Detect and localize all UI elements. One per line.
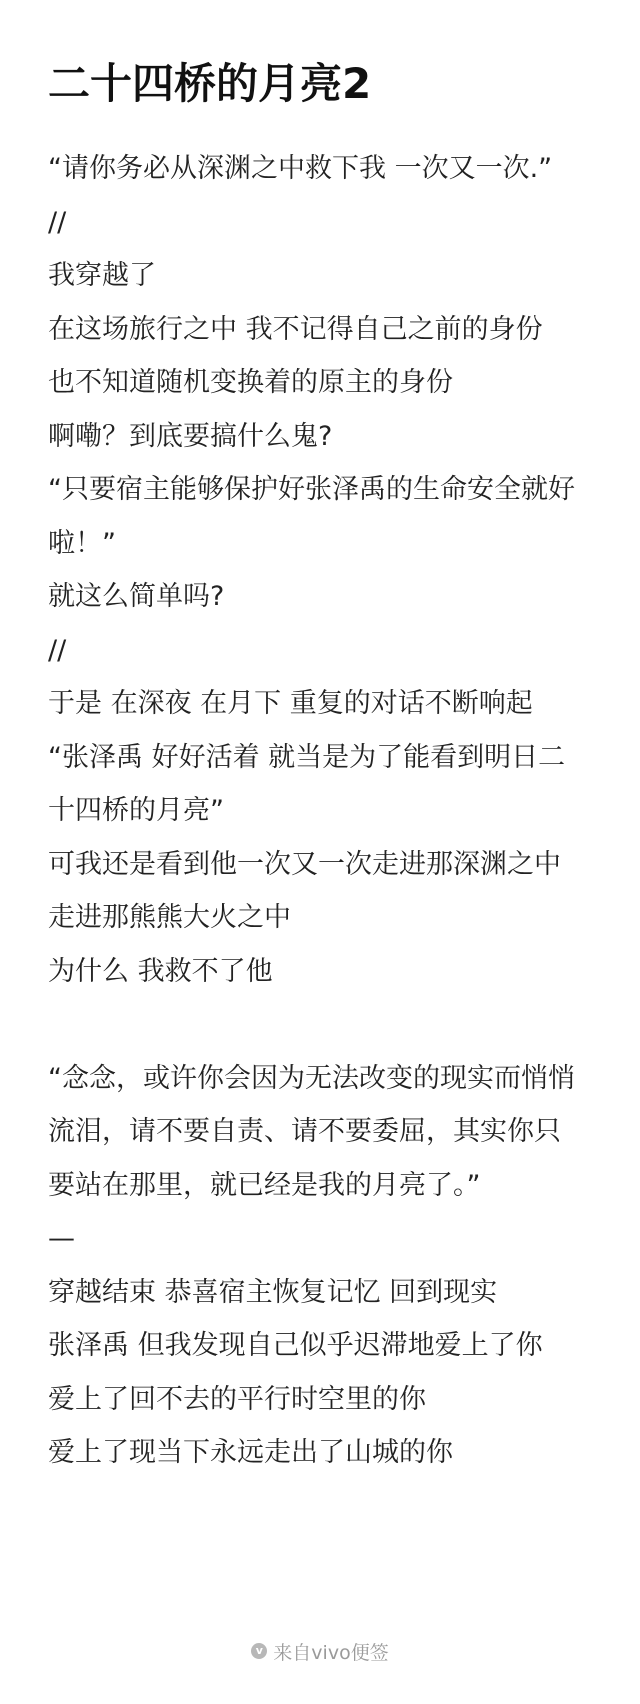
note-line: 张泽禹 但我发现自己似乎迟滞地爱上了你: [48, 1330, 543, 1361]
note-line: 走进那熊熊大火之中: [48, 902, 291, 933]
note-line: 就这么简单吗?: [48, 581, 225, 612]
note-line: “只要宿主能够保护好张泽禹的生命安全就好: [48, 474, 575, 505]
note-line: 要站在那里，就已经是我的月亮了。”: [48, 1169, 481, 1201]
note-line: 啊嘞？到底要搞什么鬼?: [48, 420, 333, 452]
note-body: [48, 142, 608, 1480]
note-line: 为什么 我救不了他: [48, 955, 273, 987]
note-line: 啦！”: [48, 527, 116, 559]
note-line: 十四桥的月亮”: [48, 795, 224, 826]
note-line: 于是 在深夜 在月下 重复的对话不断响起: [48, 688, 533, 719]
note-line: //: [48, 206, 67, 238]
note-line: 我穿越了: [48, 260, 156, 291]
note-line: “张泽禹 好好活着 就当是为了能看到明日二: [48, 741, 566, 773]
source-label: 来自vivo便签: [273, 1641, 389, 1664]
note-line: “念念，或许你会因为无法改变的现实而悄悄: [48, 1062, 575, 1094]
note-line: 也不知道随机变换着的原主的身份: [48, 367, 453, 398]
note-line: 穿越结束 恭喜宿主恢复记忆 回到现实: [48, 1276, 498, 1308]
note-line: “请你务必从深渊之中救下我 一次又一次.”: [48, 153, 553, 184]
source-footer: [0, 1636, 640, 1666]
note-line: 可我还是看到他一次又一次走进那深渊之中: [48, 848, 561, 880]
note-line: //: [48, 634, 67, 666]
note-title: 二十四桥的月亮2: [48, 59, 372, 108]
note-line: 在这场旅行之中 我不记得自己之前的身份: [48, 313, 543, 345]
note-blank-line: [48, 998, 608, 1052]
note-line: 爱上了现当下永远走出了山城的你: [48, 1437, 453, 1468]
vivo-v-icon: v: [251, 1643, 267, 1659]
note-divider: —: [48, 1223, 75, 1254]
note-line: 流泪，请不要自责、请不要委屈，其实你只: [48, 1116, 561, 1147]
note-line: 爱上了回不去的平行时空里的你: [48, 1383, 426, 1415]
